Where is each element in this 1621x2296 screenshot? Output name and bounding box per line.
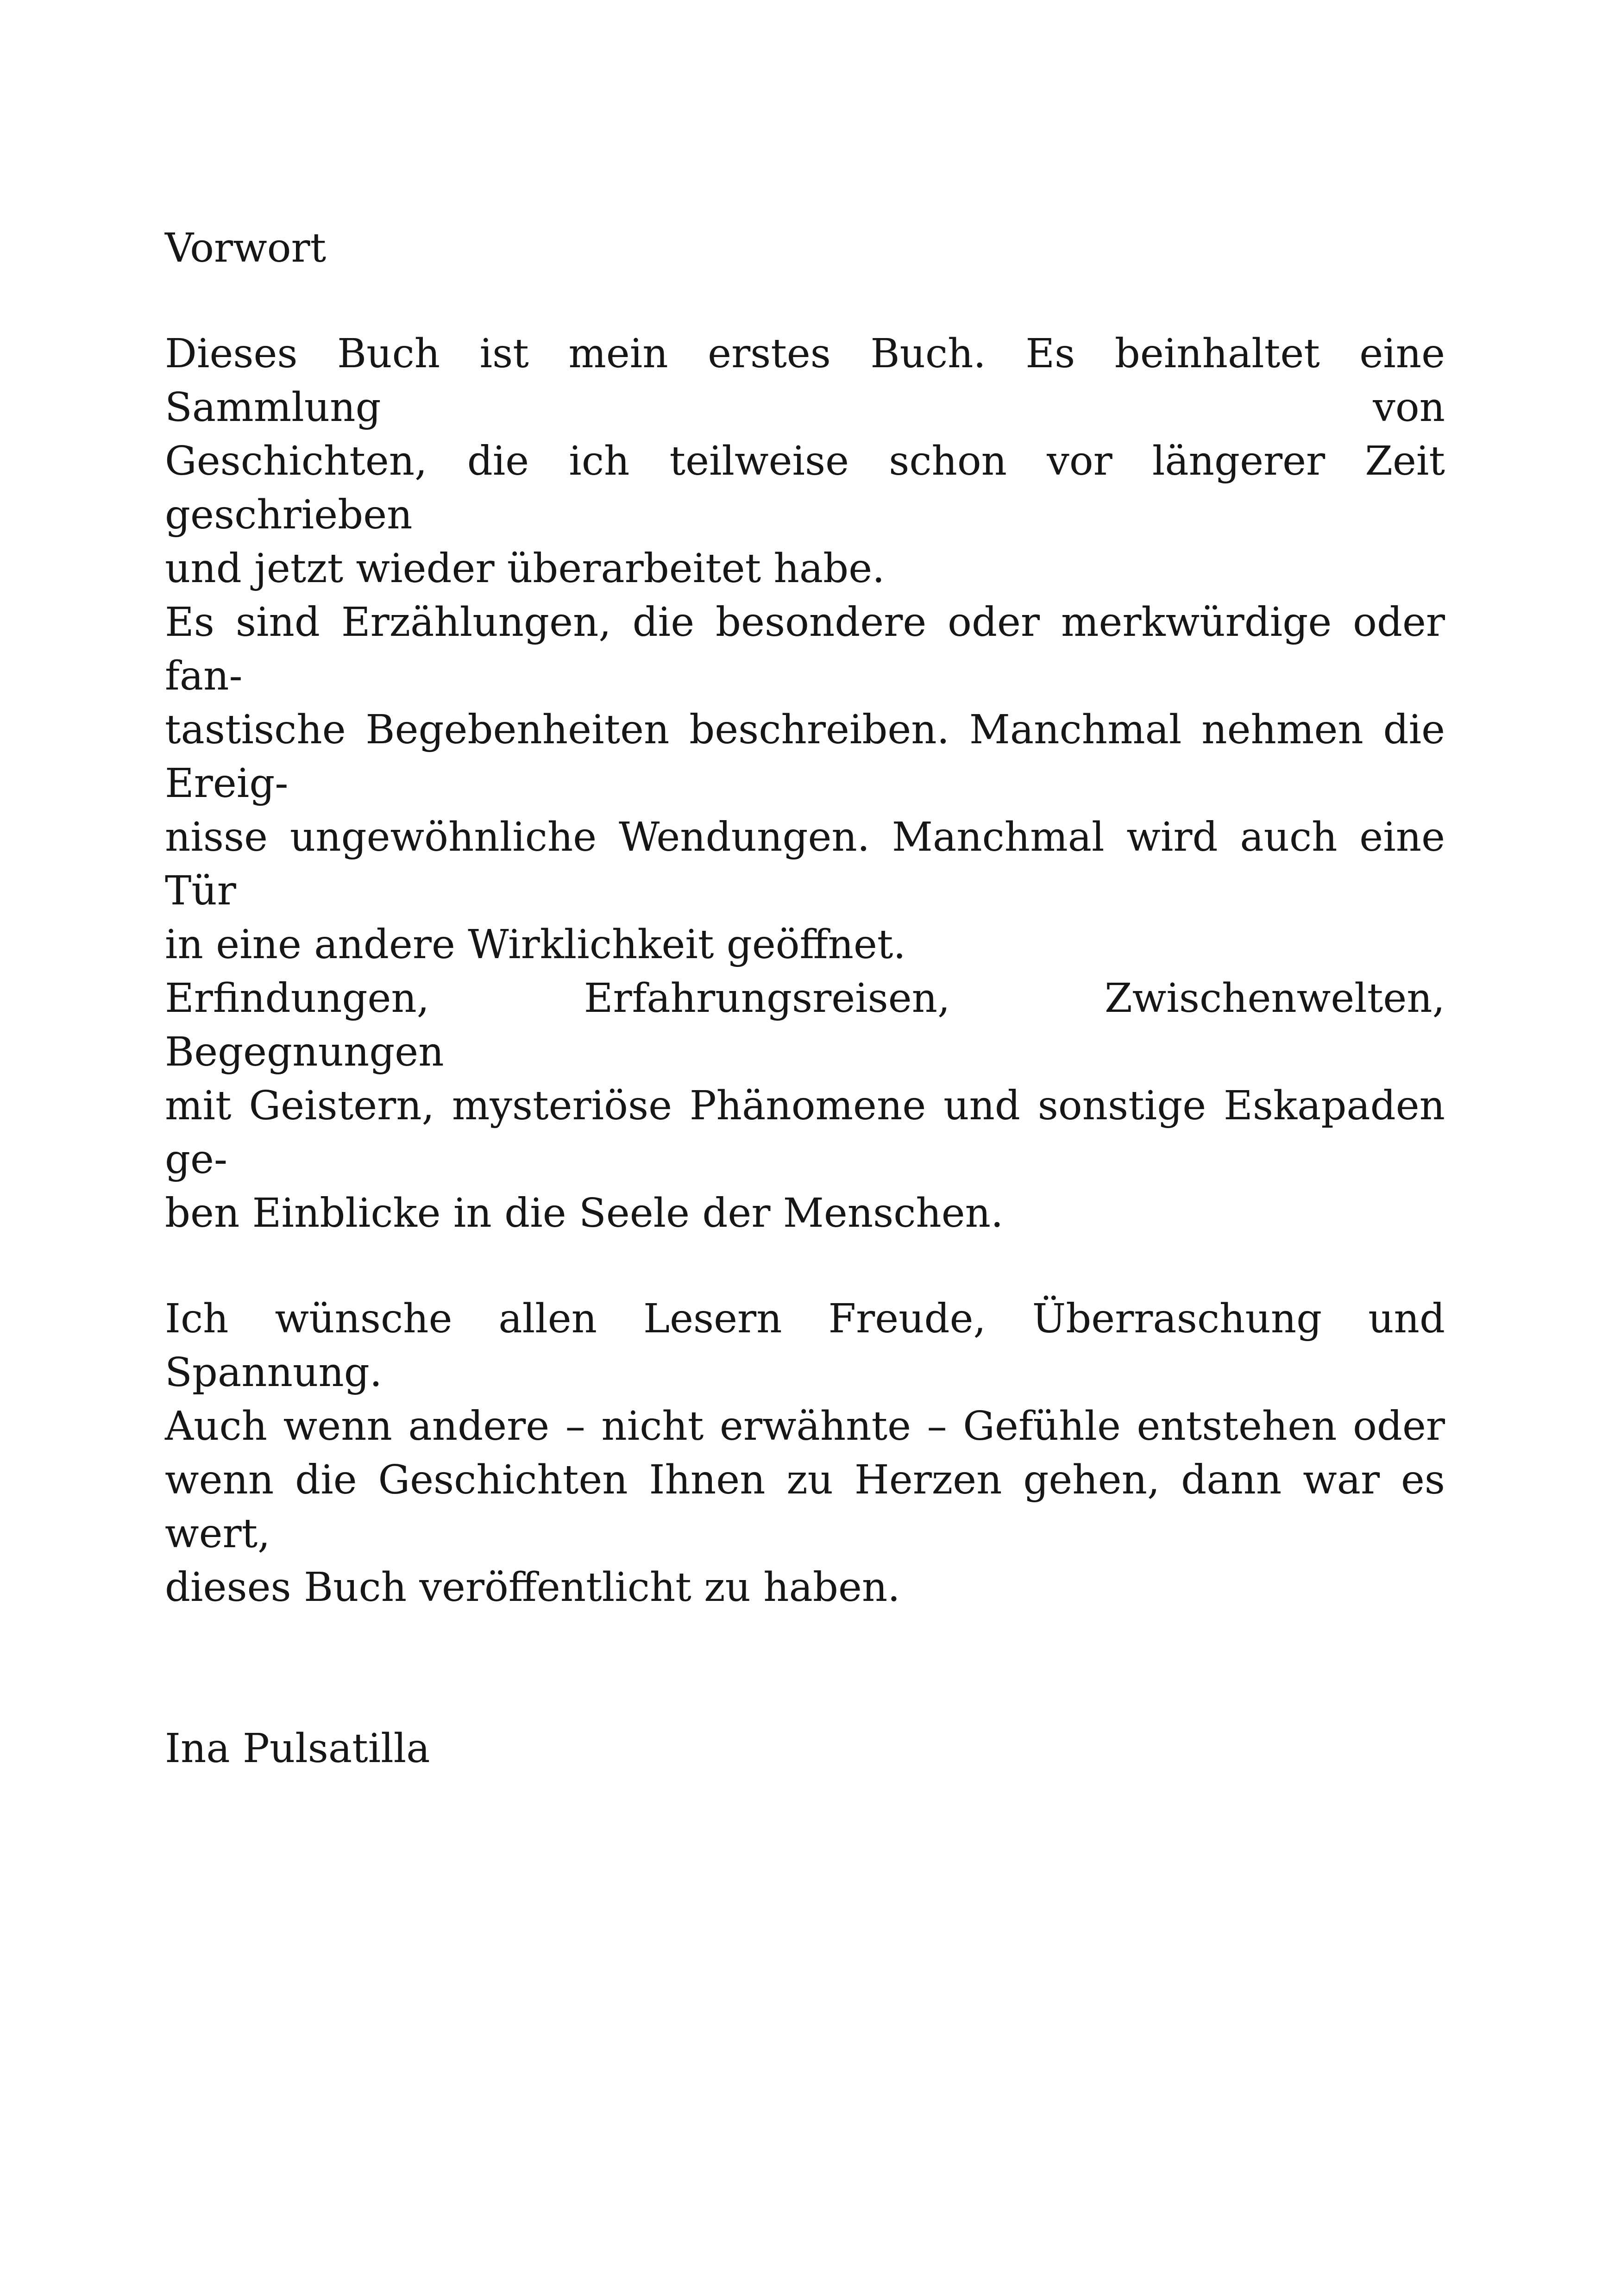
document-body: [165, 221, 1445, 1775]
signature-spacer: [165, 1614, 1445, 1722]
text-line: in eine andere Wirklichkeit geöffnet.: [165, 922, 906, 968]
paragraph-spacer: [165, 1240, 1445, 1292]
text-line: Ich wünsche allen Lesern Freude, Überraschung und Spannung.: [165, 1296, 1445, 1396]
text-line: mit Geistern, mysteriöse Phänomene und sonstige Eskapaden ge-: [165, 1083, 1445, 1183]
page-title: Vorwort: [165, 225, 327, 271]
text-line: Erfindungen, Erfahrungsreisen, Zwischenwelten, Begegnungen: [165, 975, 1445, 1075]
text-line: wenn die Geschichten Ihnen zu Herzen gehen, dann war es wert,: [165, 1457, 1445, 1557]
text-line: dieses Buch veröffentlicht zu haben.: [165, 1564, 900, 1611]
text-line: ben Einblicke in die Seele der Menschen.: [165, 1190, 1004, 1236]
text-line: Geschichten, die ich teilweise schon vor längerer Zeit geschrieben: [165, 438, 1445, 538]
text-line: Auch wenn andere – nicht erwähnte – Gefühle entstehen oder: [165, 1403, 1445, 1449]
text-line: Es sind Erzählungen, die besondere oder merkwürdige oder fan-: [165, 599, 1445, 699]
text-line: tastische Begebenheiten beschreiben. Manchmal nehmen die Ereig-: [165, 707, 1445, 807]
author-signature: Ina Pulsatilla: [165, 1725, 430, 1772]
text-line: und jetzt wieder überarbeitet habe.: [165, 546, 885, 592]
text-line: Dieses Buch ist mein erstes Buch. Es beinhaltet eine Sammlung von: [165, 331, 1445, 431]
text-line: nisse ungewöhnliche Wendungen. Manchmal wird auch eine Tür: [165, 814, 1445, 914]
paragraph-wishes: [165, 1292, 1445, 1614]
paragraph-intro: [165, 327, 1445, 1240]
